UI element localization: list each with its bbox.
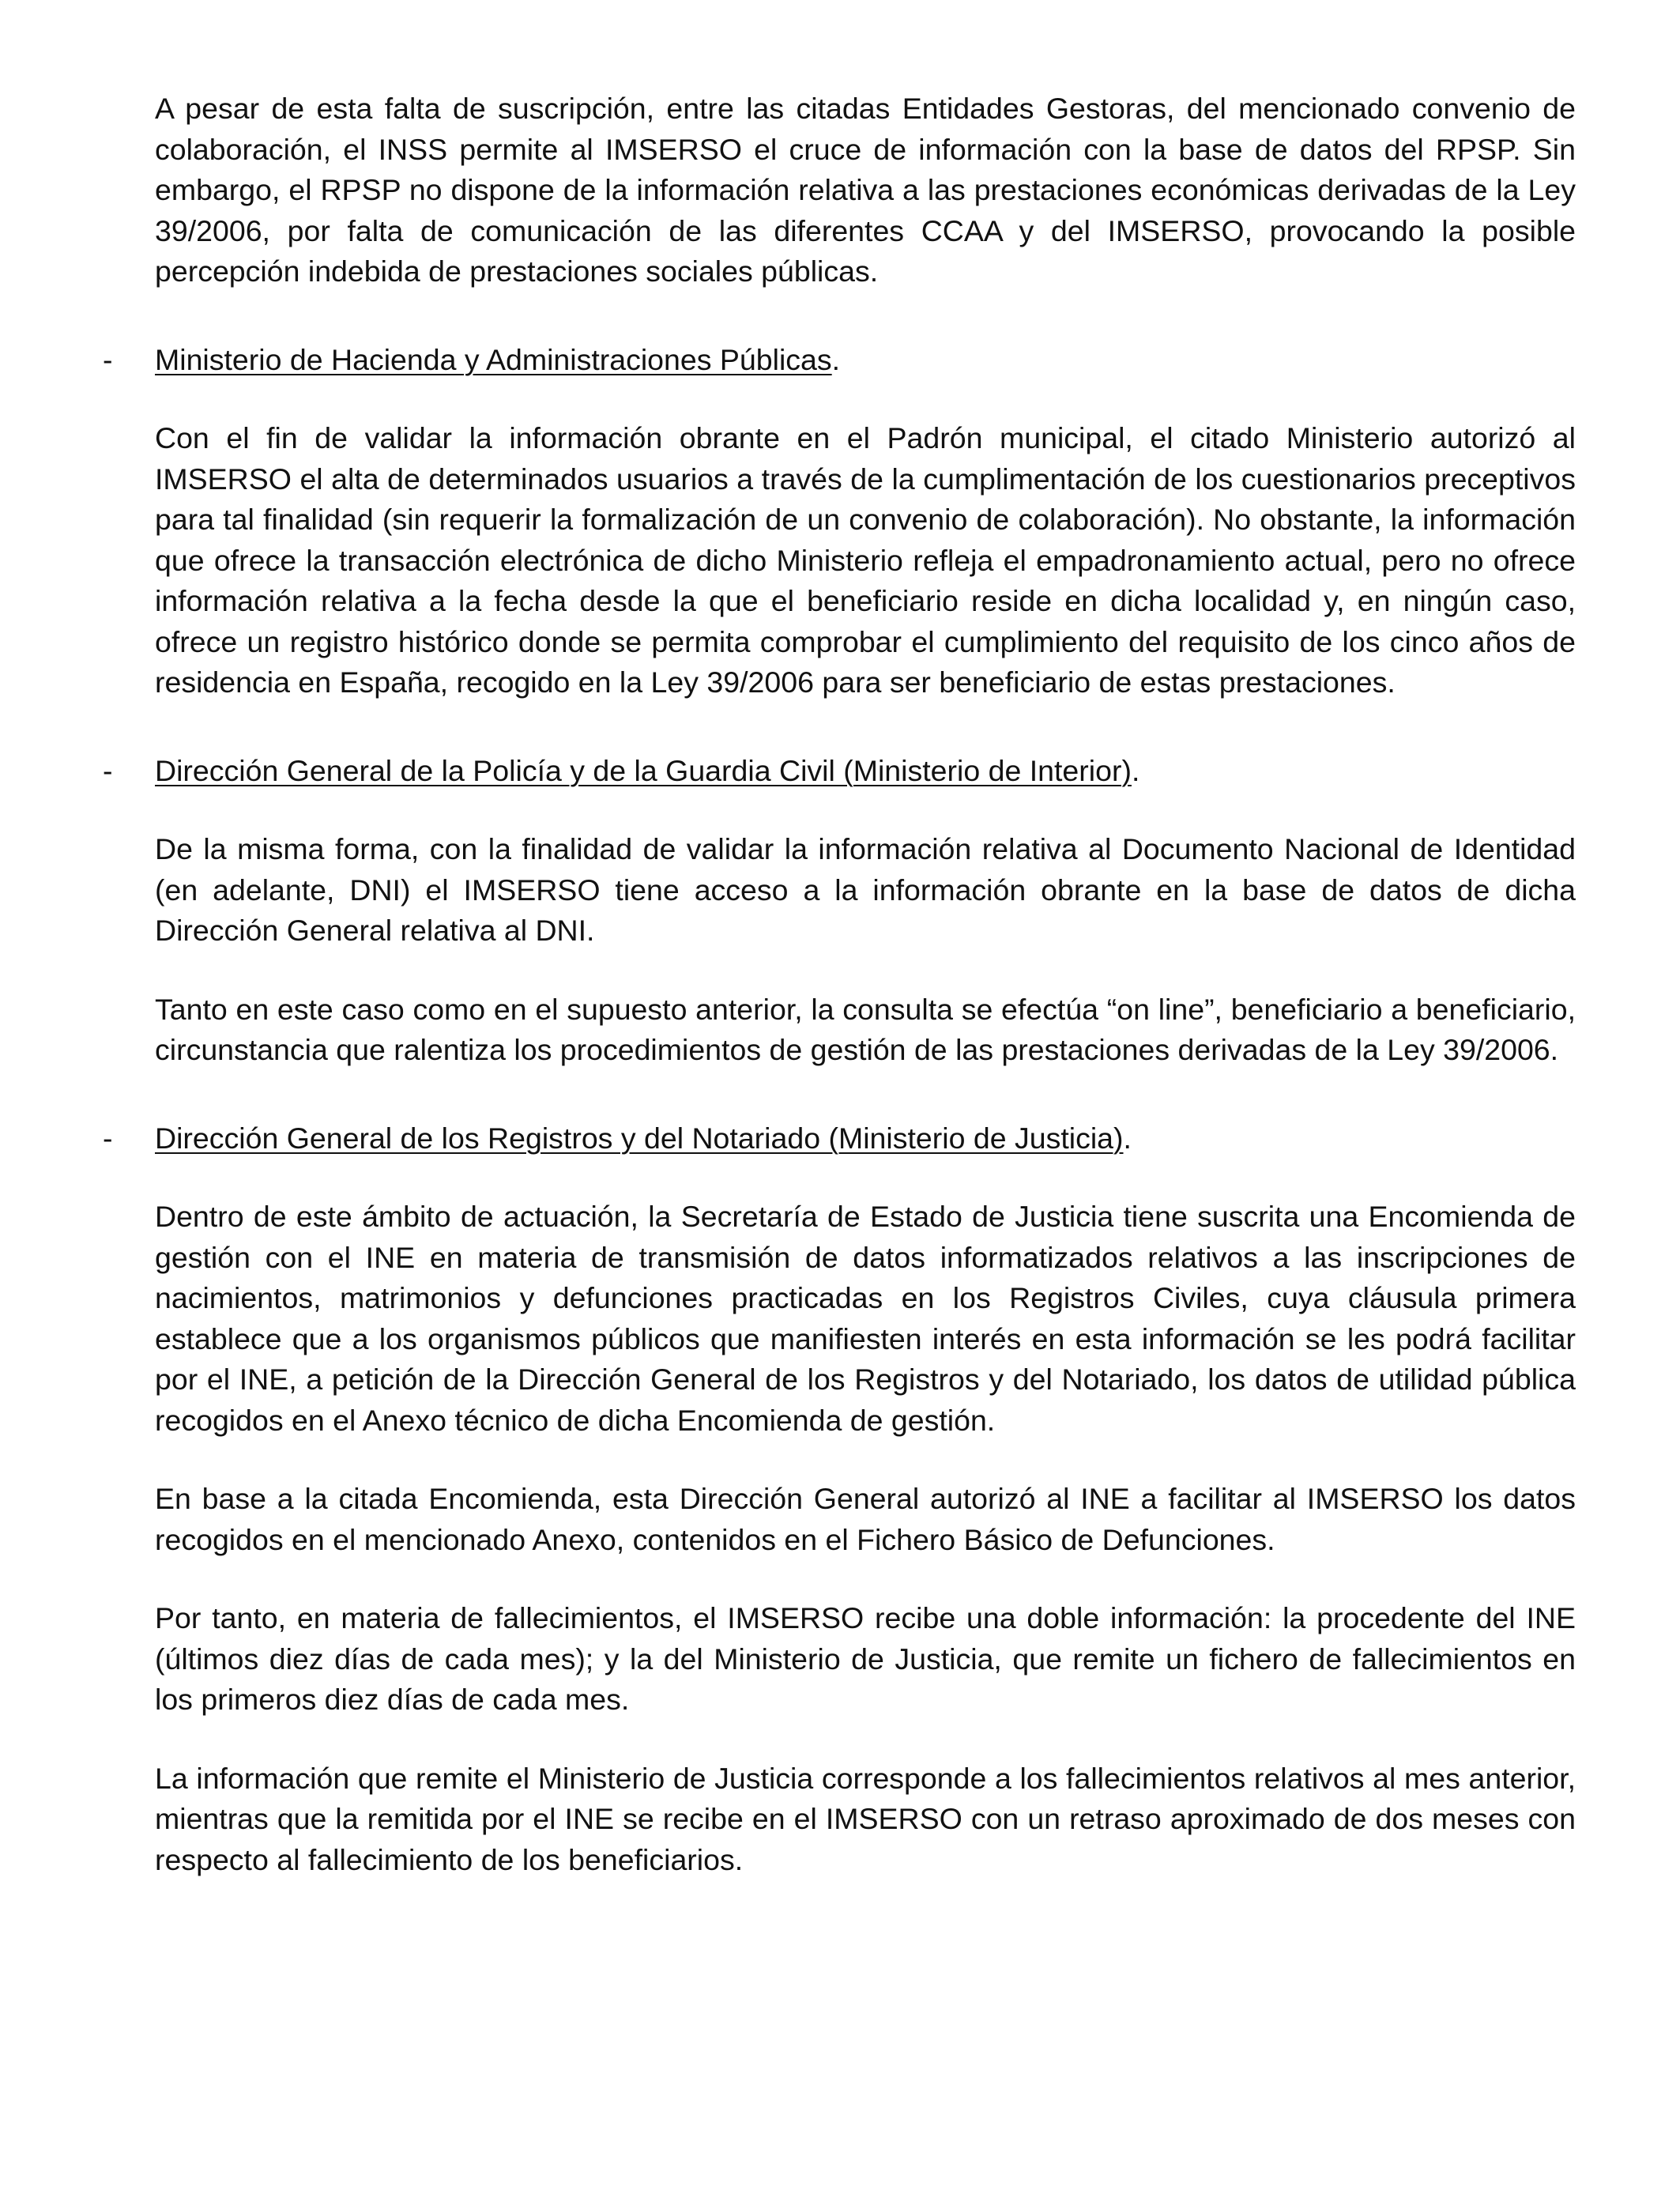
- section-heading-hacienda: [103, 340, 1576, 381]
- bullet-dash: -: [103, 1121, 113, 1155]
- document-body: [103, 89, 1576, 1880]
- heading-suffix: .: [1131, 753, 1140, 787]
- bullet-dash: -: [103, 342, 113, 376]
- paragraph-online: Tanto en este caso como en el supuesto anterior, la consulta se efectúa “on line”, beneficiario a beneficiario, circunstancia que ralentiza los procedimientos de gestión de las prestaciones derivadas de la Ley 39/2006.: [155, 992, 1576, 1066]
- heading-text: Ministerio de Hacienda y Administraciones Públicas: [155, 342, 832, 376]
- heading-suffix: .: [831, 342, 841, 376]
- paragraph-intro: A pesar de esta falta de suscripción, entre las citadas Entidades Gestoras, del mencionado convenio de colaboración, el INSS permite al IMSERSO el cruce de información con la base de datos del RPSP. Sin embargo, el RPSP no dispone de la información relativa a las prestaciones económicas derivadas de la Ley 39/2006, por falta de comunicación de las diferentes CCAA y del IMSERSO, provocando la posible percepción indebida de prestaciones sociales públicas.: [155, 92, 1576, 288]
- section-heading-policia: [103, 751, 1576, 792]
- paragraph-autorizacion: En base a la citada Encomienda, esta Dirección General autorizó al INE a facilitar al IMSERSO los datos recogidos en el mencionado Anexo, contenidos en el Fichero Básico de Defunciones.: [155, 1482, 1576, 1556]
- heading-suffix: .: [1123, 1121, 1132, 1155]
- paragraph-fallecimientos: Por tanto, en materia de fallecimientos, el IMSERSO recibe una doble información: la procedente del INE (últimos diez días de cada mes); y la del Ministerio de Justicia, que remite un fichero de fallecimientos en los primeros diez días de cada mes.: [155, 1601, 1576, 1716]
- paragraph-dni: De la misma forma, con la finalidad de validar la información relativa al Documento Nacional de Identidad (en adelante, DNI) el IMSERSO tiene acceso a la información obrante en la base de datos de dicha Dirección General relativa al DNI.: [155, 832, 1576, 947]
- bullet-dash: -: [103, 753, 113, 787]
- heading-text: Dirección General de la Policía y de la Guardia Civil (Ministerio de Interior): [155, 753, 1132, 787]
- paragraph-encomienda: Dentro de este ámbito de actuación, la Secretaría de Estado de Justicia tiene suscrita una Encomienda de gestión con el INE en materia de transmisión de datos informatizados relativos a las inscripciones de nacimientos, matrimonios y defunciones practicadas en los Registros Civiles, cuya cláusula primera establece que a los organismos públicos que manifiesten interés en esta información se les podrá facilitar por el INE, a petición de la Dirección General de los Registros y del Notariado, los datos de utilidad pública recogidos en el Anexo técnico de dicha Encomienda de gestión.: [155, 1200, 1576, 1437]
- paragraph-retraso: La información que remite el Ministerio de Justicia corresponde a los fallecimientos relativos al mes anterior, mientras que la remitida por el INE se recibe en el IMSERSO con un retraso aproximado de dos meses con respecto al fallecimiento de los beneficiarios.: [155, 1761, 1576, 1876]
- paragraph-hacienda: Con el fin de validar la información obrante en el Padrón municipal, el citado Ministerio autorizó al IMSERSO el alta de determinados usuarios a través de la cumplimentación de los cuestionarios preceptivos para tal finalidad (sin requerir la formalización de un convenio de colaboración). No obstante, la información que ofrece la transacción electrónica de dicho Ministerio refleja el empadronamiento actual, pero no ofrece información relativa a la fecha desde la que el beneficiario reside en dicha localidad y, en ningún caso, ofrece un registro histórico donde se permita comprobar el cumplimiento del requisito de los cinco años de residencia en España, recogido en la Ley 39/2006 para ser beneficiario de estas prestaciones.: [155, 421, 1576, 699]
- heading-text: Dirección General de los Registros y del Notariado (Ministerio de Justicia): [155, 1121, 1124, 1155]
- section-heading-registros: [103, 1118, 1576, 1159]
